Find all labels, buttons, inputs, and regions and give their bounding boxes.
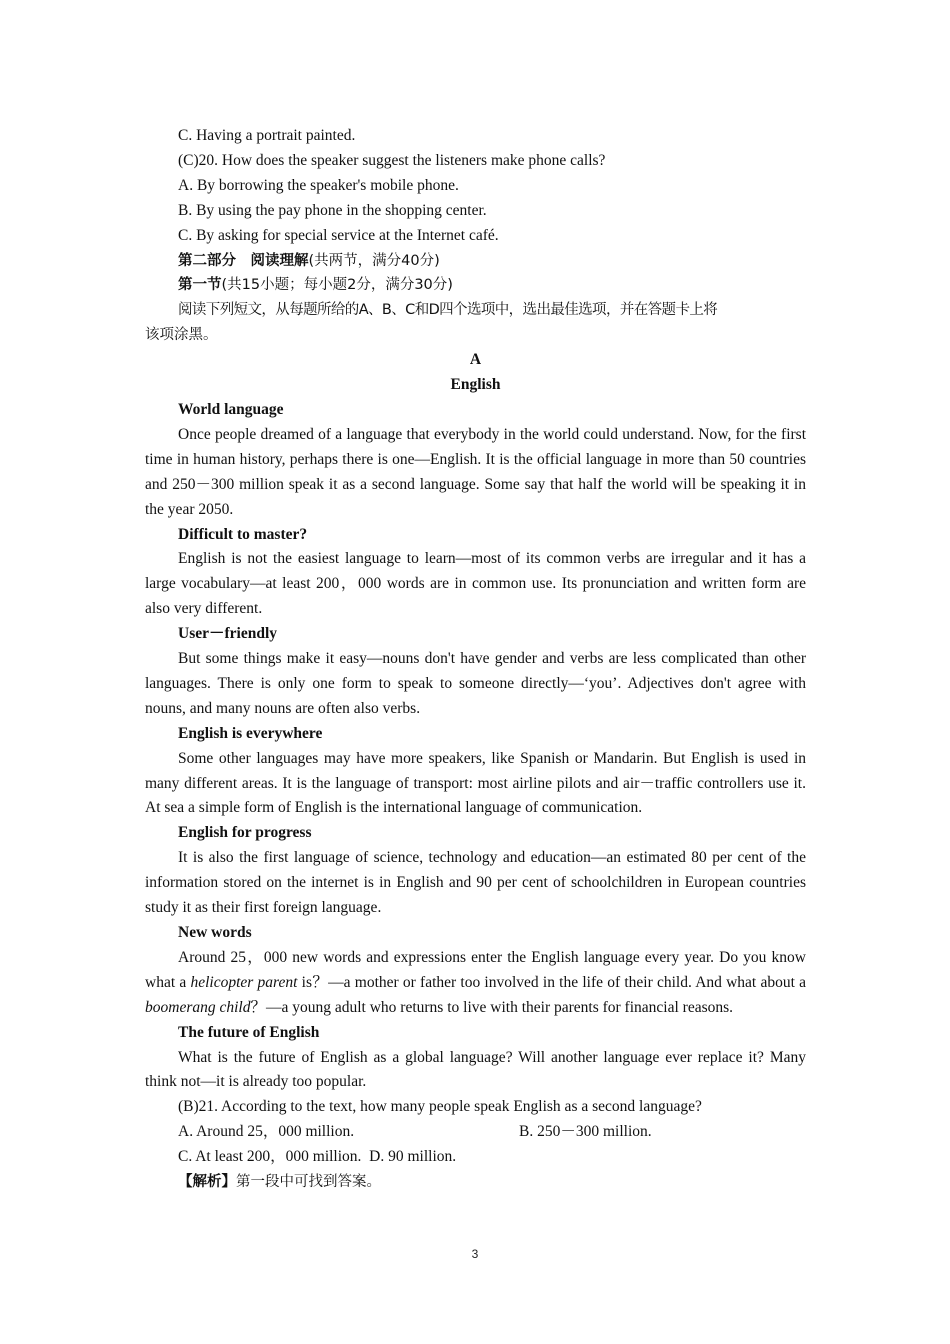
term-helicopter-parent: helicopter parent: [190, 973, 298, 991]
q19-option-c: C. Having a portrait painted.: [178, 127, 356, 144]
new-words-heading: New words: [178, 924, 252, 941]
section-paragraph: Some other languages may have more speakers, like Spanish or Mandarin. But English is used in many different areas. It is the language of transport: most airline pilots and air－traffic controllers use it. At sea a simple form of English is the international language of communication.: [145, 749, 806, 817]
section-heading: English for progress: [178, 824, 312, 842]
section1-note: (共15小题；每小题2分，满分30分): [221, 277, 453, 294]
instructions-line-1: 阅读下列短文，从每题所给的A、B、C和D四个选项中，选出最佳选项，并在答题卡上将: [178, 302, 718, 319]
new-words-text: is？—a mother or father too involved in the life of their child. And what about a: [297, 973, 806, 991]
analysis-text: 第一段中可找到答案。: [236, 1174, 381, 1191]
q21-option-b: B. 250－300 million.: [519, 1123, 652, 1141]
part2-title: 第二部分 阅读理解: [178, 252, 309, 269]
q20-option-c: C. By asking for special service at the Internet café.: [178, 226, 499, 244]
q21-option-c: C. At least 200，000 million.: [178, 1148, 362, 1166]
future-paragraph: What is the future of English as a global language? Will another language ever replace it? Many think not—it is already too popular.: [145, 1048, 806, 1091]
passage-title: English: [450, 376, 501, 394]
new-words-paragraph: [145, 946, 806, 1021]
section-heading: User－friendly: [178, 625, 278, 643]
q21-options-row-1: [145, 1120, 806, 1145]
section-paragraph: English is not the easiest language to learn—most of its common verbs are irregular and it has a large vocabulary—at least 200，000 words are in common use. Its pronunciation and written form are also very different.: [145, 550, 806, 618]
q21-stem: (B)21. According to the text, how many people speak English as a second language?: [178, 1098, 702, 1116]
page-number: 3: [471, 1247, 479, 1261]
term-boomerang-child: boomerang child: [145, 998, 251, 1016]
document-page: [145, 124, 806, 1195]
q20-stem: (C)20. How does the speaker suggest the listeners make phone calls?: [178, 151, 606, 169]
q20-option-b: B. By using the pay phone in the shopping center.: [178, 201, 487, 219]
q21-options-row-2: [145, 1145, 806, 1170]
passage-letter: A: [469, 351, 482, 369]
future-heading: The future of English: [178, 1023, 320, 1041]
analysis: [145, 1170, 806, 1195]
new-words-text: ？—a young adult who returns to live with their parents for financial reasons.: [250, 998, 734, 1016]
section-paragraph: But some things make it easy—nouns don't have gender and verbs are less complicated than other languages. There is only one form to speak to someone directly—‘you’. Adjectives don't agree with nouns, and many nouns are often also verbs.: [145, 650, 806, 717]
part2-note: (共两节，满分40分): [308, 252, 440, 269]
section1-title: 第一节: [178, 277, 222, 294]
section-heading: Difficult to master?: [178, 525, 308, 543]
section-heading: English is everywhere: [178, 724, 323, 742]
section-paragraph: Once people dreamed of a language that everybody in the world could understand. Now, for the first time in human history, perhaps there is one—English. It is the official language in more than 50 countries and 250－300 million speak it as a second language. Some say that half the world will be speaking it in the year 2050.: [145, 425, 806, 518]
new-words-text: Around 25，000 new words and expressions enter the English language every year. Do you know what a: [145, 948, 806, 991]
instructions-line-2: 该项涂黑。: [145, 327, 218, 344]
section1-heading: [145, 273, 806, 298]
part2-heading: [145, 249, 806, 274]
section-heading: World language: [178, 400, 284, 418]
q21-option-a: A. Around 25，000 million.: [178, 1123, 355, 1141]
q21-option-d: D. 90 million.: [369, 1148, 457, 1166]
analysis-label: 【解析】: [178, 1174, 236, 1191]
q20-option-a: A. By borrowing the speaker's mobile phone.: [178, 176, 459, 194]
section-paragraph: It is also the first language of science, technology and education—an estimated 80 per cent of the information stored on the internet is in English and 90 per cent of schoolchildren in European countries study it as their first foreign language.: [145, 849, 806, 917]
